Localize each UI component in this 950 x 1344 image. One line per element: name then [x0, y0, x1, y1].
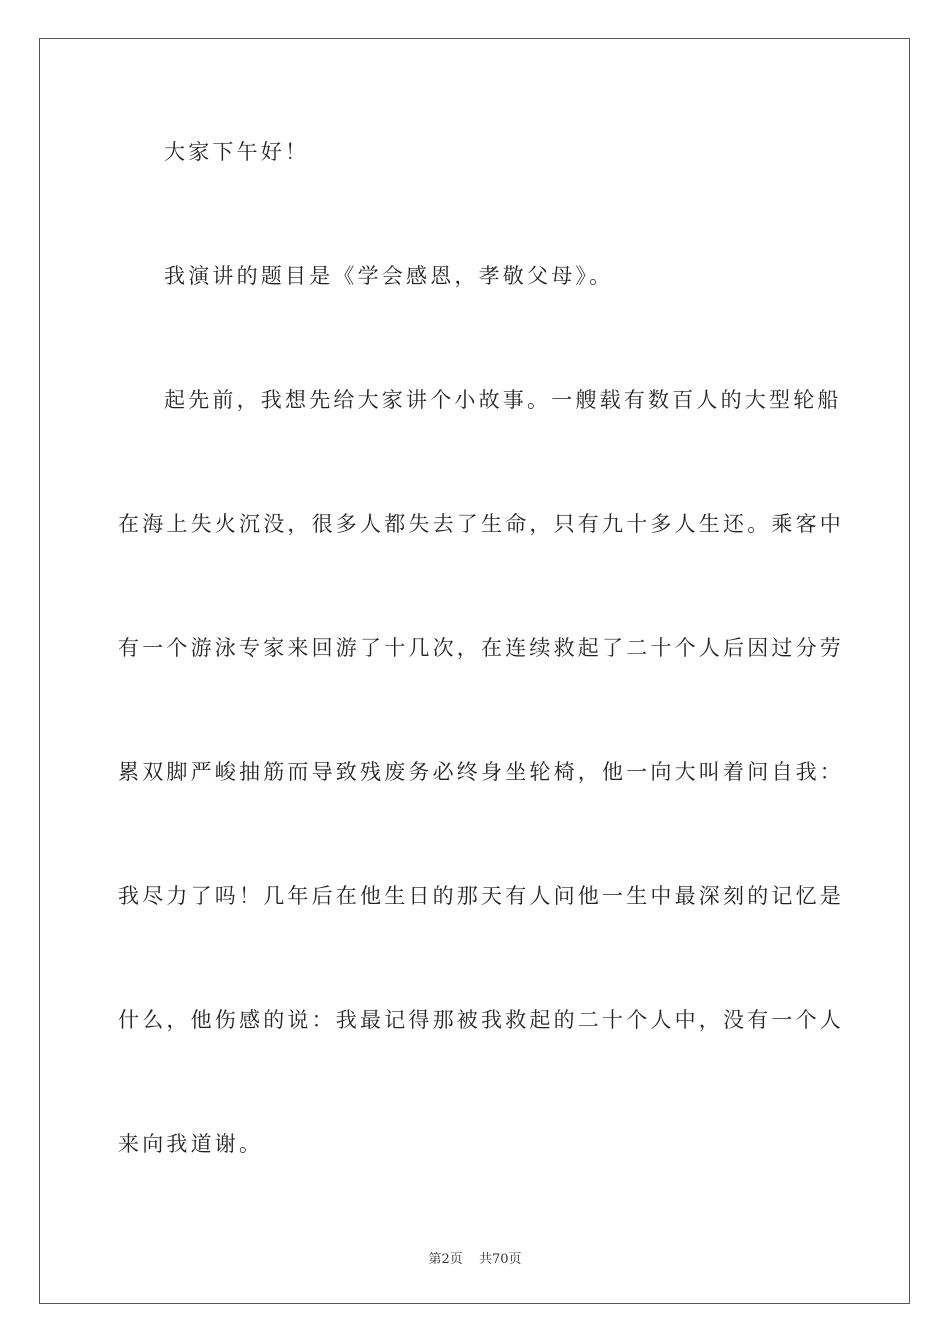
- page-border: [39, 38, 910, 1304]
- story-line: 我尽力了吗！几年后在他生日的那天有人问他一生中最深刻的记忆是: [118, 884, 844, 908]
- page-footer: [0, 1248, 950, 1267]
- story-line: 什么，他伤感的说：我最记得那被我救起的二十个人中，没有一个人: [118, 1008, 844, 1032]
- story-line: 起先前，我想先给大家讲个小故事。一艘载有数百人的大型轮船: [164, 388, 842, 412]
- page-number: 第2页: [428, 1252, 463, 1267]
- story-line: 累双脚严峻抽筋而导致残废务必终身坐轮椅，他一向大叫着问自我：: [118, 760, 844, 784]
- story-line: 在海上失火沉没，很多人都失去了生命，只有九十多人生还。乘客中: [118, 512, 844, 536]
- total-pages: 共70页: [478, 1252, 522, 1267]
- greeting-paragraph: 大家下午好！: [164, 140, 310, 164]
- speech-title-paragraph: 我演讲的题目是《学会感恩，孝敬父母》。: [164, 264, 614, 288]
- story-line: 来向我道谢。: [118, 1132, 264, 1156]
- story-line: 有一个游泳专家来回游了十几次，在连续救起了二十个人后因过分劳: [118, 636, 844, 660]
